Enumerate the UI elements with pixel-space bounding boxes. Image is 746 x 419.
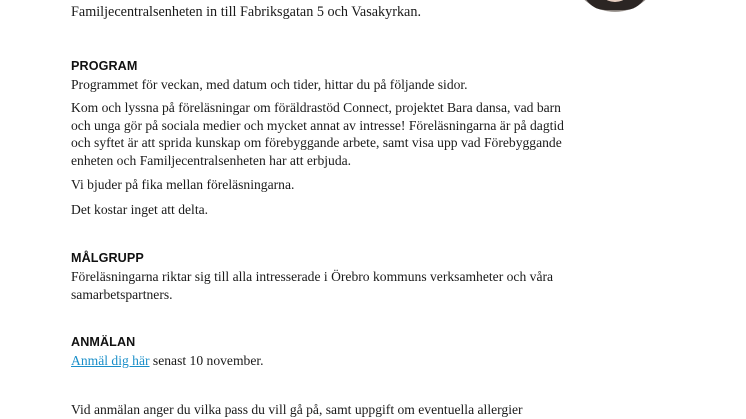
program-paragraph-4: Det kostar inget att delta. xyxy=(71,202,209,217)
program-paragraph-2: Kom och lyssna på föreläsningar om föräldrastöd Connect, projektet Bara dansa, vad barn och unga gör på sociala medier och mycket annat av intresse! Föreläsningarna är på dagtid och syftet är att sprida kunskap om förebyggande arbete, samt visa upp vad Förebyggande enheten och Familjecentralsenheten har att erbjuda. xyxy=(71,100,564,168)
intro-line: Familjecentralsenheten in till Fabriksgatan 5 och Vasakyrkan. xyxy=(71,4,421,20)
anmalan-paragraph xyxy=(71,352,576,370)
program-paragraph-1: Programmet för veckan, med datum och tider, hittar du på följande sidor. xyxy=(71,77,468,92)
malgrupp-heading: MÅLGRUPP xyxy=(71,251,144,265)
portrait-photo xyxy=(565,0,665,12)
anmalan-heading: ANMÄLAN xyxy=(71,335,136,349)
program-heading: PROGRAM xyxy=(71,59,138,73)
malgrupp-paragraph: Föreläsningarna riktar sig till alla intresserade i Örebro kommuns verksamheter och våra samarbetspartners. xyxy=(71,269,554,302)
register-link[interactable]: Anmäl dig här xyxy=(71,353,150,368)
program-paragraph-3: Vi bjuder på fika mellan föreläsningarna. xyxy=(71,177,295,192)
anmalan-paragraph-2: Vid anmälan anger du vilka pass du vill gå på, samt uppgift om eventuella allergier xyxy=(71,402,523,417)
register-deadline: senast 10 november. xyxy=(149,353,264,368)
